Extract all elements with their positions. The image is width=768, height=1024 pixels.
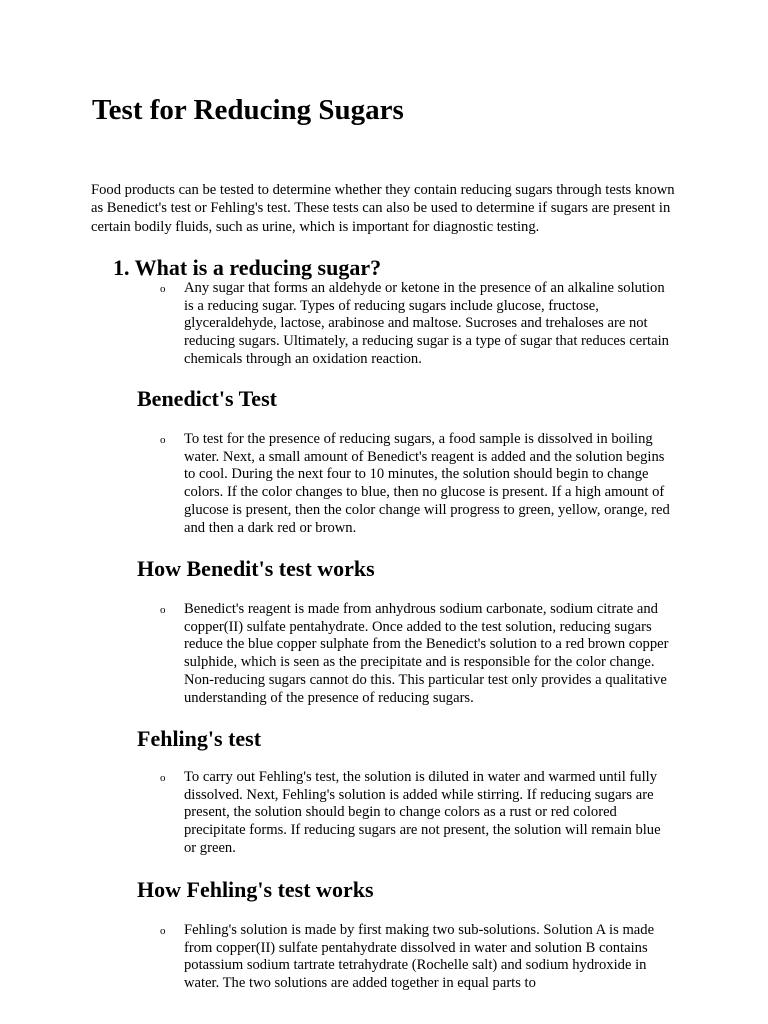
section-heading-fehlings-test: Fehling's test	[137, 726, 262, 751]
section-heading-benedicts-test: Benedict's Test	[137, 386, 277, 411]
list-item	[160, 431, 690, 537]
list-item	[160, 769, 690, 858]
bullet-circle-icon: o	[160, 283, 166, 295]
bullet-circle-icon: o	[160, 772, 166, 784]
list-item	[160, 280, 690, 369]
section-text-how-benedits-test-works: Benedict's reagent is made from anhydrous sodium carbonate, sodium citrate and copper(II) sulfate pentahydrate. Once added to the test solution, reducing sugars reduce the blue copper sulphate from the Benedict's solution to a red brown copper sulphide, which is seen as the precipitate and is responsible for the color change. Non-reducing sugars cannot do this. This particular test only provides a qualitative understanding of the presence of reducing sugars.	[184, 601, 669, 706]
page-title: Test for Reducing Sugars	[92, 94, 404, 126]
bullet-circle-icon: o	[160, 925, 166, 937]
section-text-fehlings-test: To carry out Fehling's test, the solution is diluted in water and warmed until fully dissolved. Next, Fehling's solution is added while stirring. If reducing sugars are present, the solution should begin to change colors as a rust or red colored precipitate forms. If reducing sugars are not present, the solution will remain blue or green.	[184, 769, 661, 856]
section-heading-reducing-sugar: 1. What is a reducing sugar?	[113, 255, 382, 280]
section-heading-how-fehlings-test-works: How Fehling's test works	[137, 877, 374, 902]
section-text-how-fehlings-test-works: Fehling's solution is made by first making two sub-solutions. Solution A is made from copper(II) sulfate pentahydrate dissolved in water and solution B contains potassium sodium tartrate tetrahydrate (Rochelle salt) and sodium hydroxide in water. The two solutions are added together in equal parts to	[184, 922, 655, 992]
list-item	[160, 922, 690, 993]
bullet-circle-icon: o	[160, 434, 166, 446]
section-text-benedicts-test: To test for the presence of reducing sugars, a food sample is dissolved in boiling water. Next, a small amount of Benedict's reagent is added and the solution begins to cool. During the next four to 10 minutes, the solution should begin to change colors. If the color changes to blue, then no glucose is present. If a high amount of glucose is present, then the color change will progress to green, yellow, orange, red and then a dark red or brown.	[184, 431, 670, 536]
intro-paragraph: Food products can be tested to determine whether they contain reducing sugars through tests known as Benedict's test or Fehling's test. These tests can also be used to determine if sugars are present in certain bodily fluids, such as urine, which is important for diagnostic testing.	[91, 182, 675, 235]
bullet-circle-icon: o	[160, 604, 166, 616]
section-heading-how-benedits-test-works: How Benedit's test works	[137, 556, 375, 581]
list-item	[160, 601, 690, 707]
section-text-reducing-sugar: Any sugar that forms an aldehyde or ketone in the presence of an alkaline solution is a reducing sugar. Types of reducing sugars include glucose, fructose, glyceraldehyde, lactose, arabinose and maltose. Sucroses and trehaloses are not reducing sugars. Ultimately, a reducing sugar is a type of sugar that reduces certain chemicals through an oxidation reaction.	[184, 280, 669, 367]
